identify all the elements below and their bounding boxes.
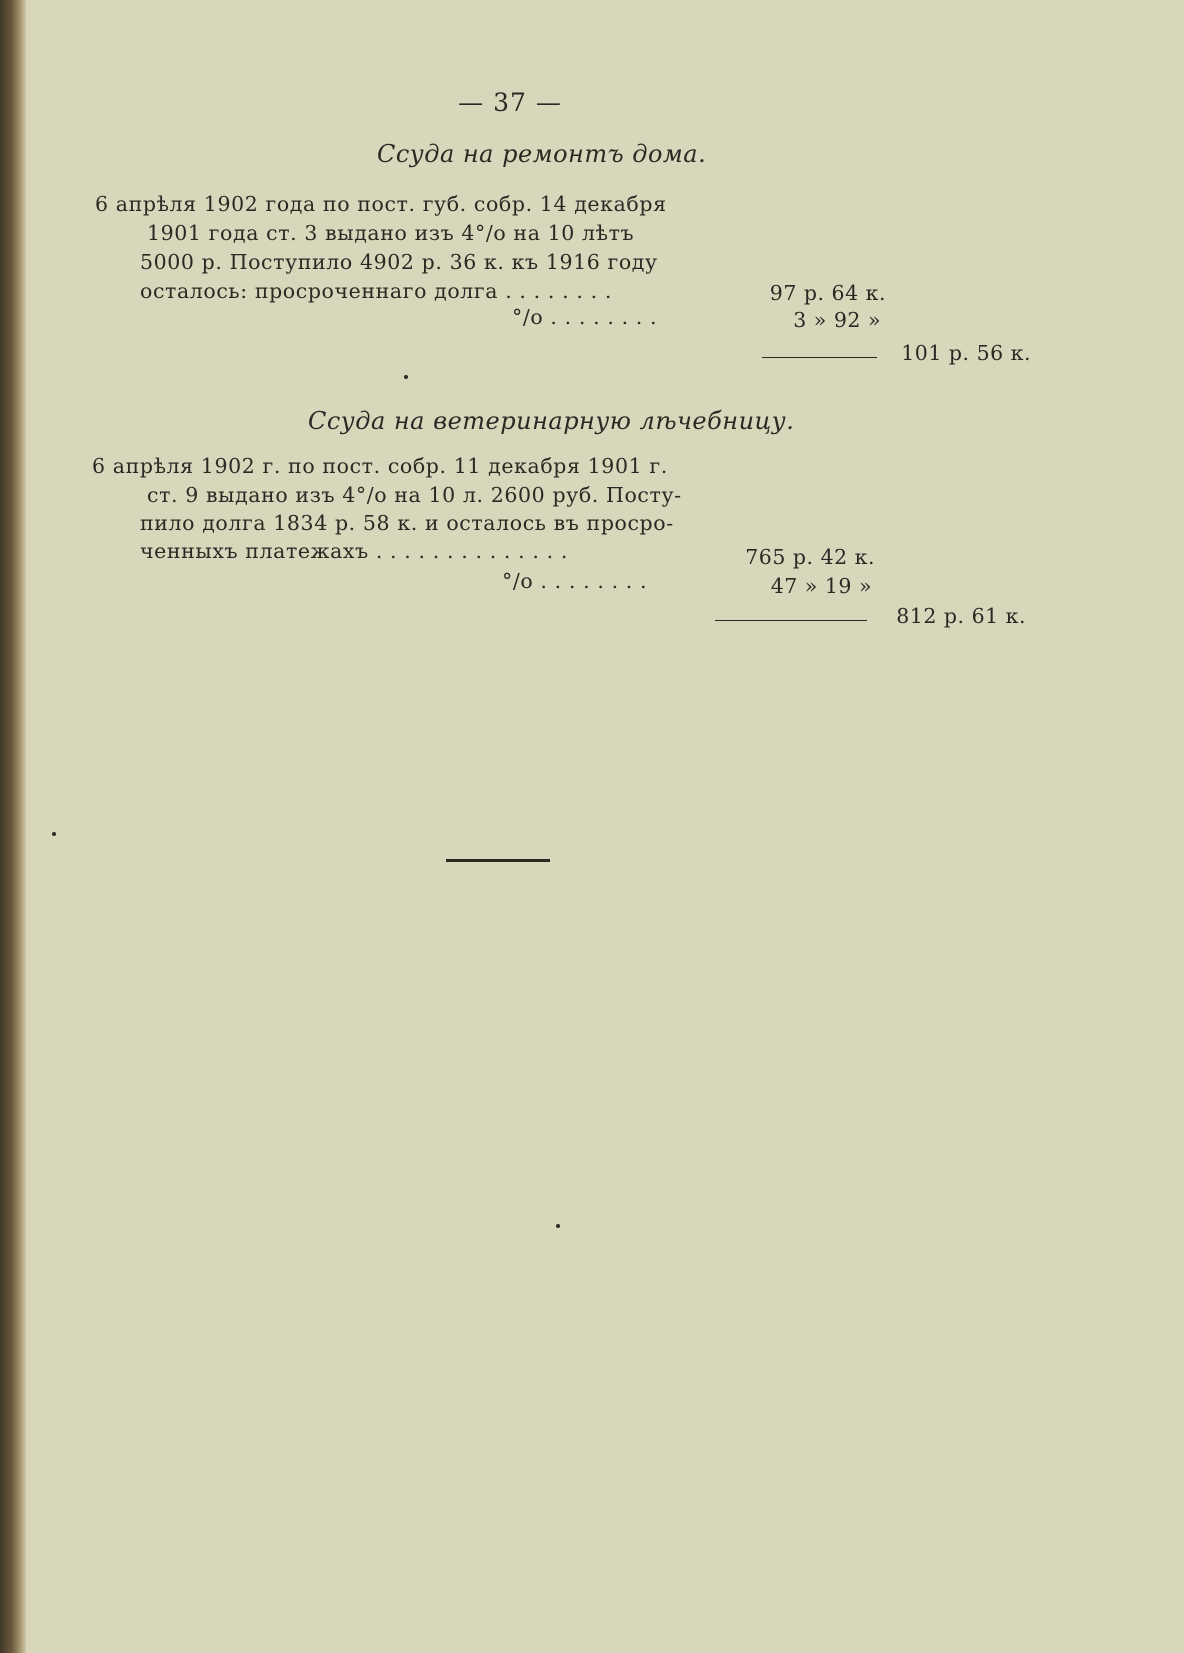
section-2-text-line: пило долга 1834 р. 58 к. и осталось въ просро- bbox=[140, 511, 674, 535]
section-heading-veterinary-clinic: Ссуда на ветеринарную лѣчебницу. bbox=[308, 407, 795, 435]
section-heading-house-repair: Ссуда на ремонтъ дома. bbox=[377, 140, 707, 168]
section-2-text-line: 6 апрѣля 1902 г. по пост. собр. 11 декабря 1901 г. bbox=[92, 454, 668, 478]
section-1-percent-line: °/о . . . . . . . . bbox=[512, 305, 658, 329]
section-2-total: 812 р. 61 к. bbox=[896, 604, 1026, 628]
section-1-sum-rule bbox=[762, 357, 877, 358]
section-1-text-line: 1901 года ст. 3 выдано изъ 4°/о на 10 лѣтъ bbox=[147, 221, 635, 245]
section-1-percent-amount: 3 » 92 » bbox=[793, 308, 881, 332]
ink-speck bbox=[404, 375, 408, 379]
page-number: — 37 — bbox=[458, 88, 562, 117]
section-1-text-line: осталось: просроченнаго долга . . . . . . . . bbox=[140, 279, 612, 303]
section-1-total: 101 р. 56 к. bbox=[901, 341, 1031, 365]
ink-speck bbox=[52, 832, 56, 836]
end-rule bbox=[446, 859, 550, 862]
section-2-debt-amount: 765 р. 42 к. bbox=[745, 545, 875, 569]
section-1-text-line: 6 апрѣля 1902 года по пост. губ. собр. 14 декабря bbox=[95, 192, 667, 216]
ink-speck bbox=[556, 1224, 560, 1228]
section-1-text-line: 5000 р. Поступило 4902 р. 36 к. къ 1916 году bbox=[140, 250, 658, 274]
section-2-sum-rule bbox=[715, 620, 867, 621]
section-2-percent-line: °/о . . . . . . . . bbox=[502, 569, 648, 593]
section-2-text-line: ст. 9 выдано изъ 4°/о на 10 л. 2600 руб. Посту- bbox=[147, 483, 682, 507]
section-1-debt-amount: 97 р. 64 к. bbox=[769, 281, 886, 305]
section-2-percent-amount: 47 » 19 » bbox=[770, 574, 872, 598]
section-2-text-line: ченныхъ платежахъ . . . . . . . . . . . . . . bbox=[140, 539, 568, 563]
